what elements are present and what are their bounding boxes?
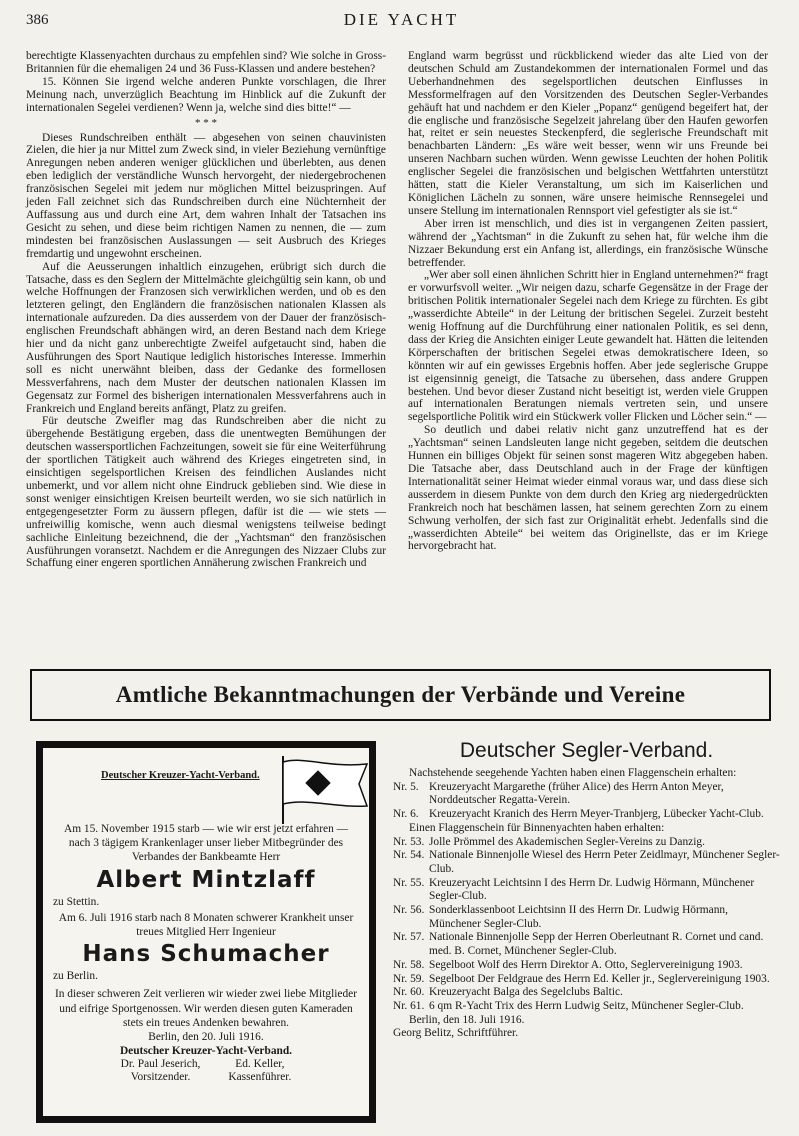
paragraph: England warm begrüsst und rückblickend wieder das alte Lied von der deutschen Schuld am Zustandekommen der internationalen Formel und das Ueberhandnehmen des segelsportlichen deutschen Einflusses in Messformelfragen auf den Vorsitzenden des Deutschen Segler-Verbandes gehäuft hat und nachdem er den Kieler „Popanz“ genügend begeifert hat, der die englische und französische Segelzeit jahrelang über den Haufen geworfen hat, reitet er sein neuestes Steckenpferd, die seglerische Freundschaft mit benachbarten Ländern: „Es wäre weit besser, wenn wir uns Freunde bei unseren Nachbarn suchen würden. Wenn gewisse Leuchten der hohen Politik englischer Segelei die französischen und belgischen Wettfahrten unterstützt hätten, statt die Kieler Veranstaltung, um sich im Kaiserlichen und Königlichen Lächeln zu sonnen, wäre unsere heimische Rennsegelei und unsere Stellung im internationalen Rennsport viel gefestigter als sie ist.“	[408, 50, 768, 217]
list-item	[393, 973, 780, 987]
deceased-name: Hans Schumacher	[82, 941, 330, 968]
entry-number: Nr. 6.	[393, 808, 419, 821]
entry-number: Nr. 56.	[393, 904, 425, 917]
section-banner: Amtliche Bekanntmachungen der Verbände und Vereine	[30, 669, 771, 721]
signer-role: Kassenführer.	[228, 1071, 292, 1084]
entry-text: Kreuzeryacht Balga des Segelclubs Baltic.	[429, 986, 623, 999]
signer-name: Dr. Paul Jeserich,	[120, 1058, 201, 1071]
page-header	[26, 6, 777, 32]
paragraph: Für deutsche Zweifler mag das Rundschreiben aber die nicht zu übergehende Bestätigung ergeben, dass die unentwegten Bemühungen der deutschen wassersportlichen Fachzeitungen, soweit sie für eine Weiterführung der sportlichen Tätigkeit auch während des Krieges eingetreten sind, in einsichtigen segelsportlichen Kreisen des feindlichen Auslandes nicht unbemerkt, und vor allem nicht ohne Eindruck geblieben sind. Wie diese in sonst weniger einsichtigen Kreisen beurteilt werden, wo sie sich natürlich in entgegengesetzter Form zu äussern pflegen, dafür ist die — wie stets — unfreiwillig komische, wenn auch diesmal wenigstens teilweise bedingt sachliche Einleitung bezeichnend, die der „Yachtsman“ den französischen Ausführungen voransetzt. Nachdem er die Anregungen des Nizzaer Clubs zur Schaffung einer engeren sportlichen Annäherung zwischen Frankreich und	[26, 415, 386, 570]
entries-seagoing	[393, 781, 780, 822]
entry-text: Jolle Prömmel des Akademischen Segler-Vereins zu Danzig.	[429, 835, 705, 848]
list-item	[393, 904, 780, 931]
notice-heading: Deutscher Kreuzer-Yacht-Verband.	[101, 770, 260, 781]
dsv-date: Berlin, den 18. Juli 1916.	[409, 1013, 525, 1026]
entry-text: Segelboot Der Feldgraue des Herrn Ed. Keller jr., Seglervereinigung 1903.	[429, 972, 770, 985]
dsv-title: Deutscher Segler-Verband.	[459, 739, 714, 762]
entry-number: Nr. 54.	[393, 849, 425, 862]
list-item	[393, 986, 780, 1000]
entry-text: 6 qm R-Yacht Trix des Herrn Ludwig Seitz, Münchener Segler-Club.	[429, 999, 744, 1012]
entry-text: Segelboot Wolf des Herrn Direktor A. Otto, Seglervereinigung 1903.	[429, 958, 743, 971]
right-column	[408, 50, 768, 553]
list-item	[393, 931, 780, 958]
paragraph: berechtigte Klassenyachten durchaus zu empfehlen sind? Wie solche in Gross-Britannien für die ehemaligen 24 und 36 Fuss-Klassen und andere bestehen?	[26, 50, 386, 75]
entry-number: Nr. 55.	[393, 876, 425, 889]
notice-signers	[53, 1058, 359, 1084]
pennant-flag-icon	[275, 754, 371, 826]
left-column	[26, 50, 386, 570]
notice-text: Am 15. November 1915 starb — wie wir erst jetzt erfahren — nach 3 tägigem Krankenlager unser lieber Mitbegründer des Verbandes der Bankbeamte Herr	[63, 823, 349, 864]
dsv-intro: Einen Flaggenschein für Binnenyachten haben erhalten:	[409, 821, 665, 834]
dsv-intro: Nachstehende seegehende Yachten haben einen Flaggenschein erhalten:	[409, 767, 737, 779]
entry-text: Nationale Binnenjolle Sepp der Herren Oberleutnant R. Cornet und cand. med. B. Cornet, Münchener Segler-Club.	[429, 931, 764, 958]
notice-text: Am 6. Juli 1916 starb nach 8 Monaten schwerer Krankheit unser treues Mitglied Herr Ingenieur	[58, 911, 354, 939]
signer-name: Ed. Keller,	[235, 1058, 285, 1071]
list-item	[393, 849, 780, 876]
list-item	[393, 959, 780, 973]
paragraph: So deutlich und dabei relativ nicht ganz unzutreffend hat es der „Yachtsman“ seinen Landsleuten lange nicht gegeben, seitdem die deutschen Hunnen ein billiges Objekt für seinen sonst mageren Witz abgegeben haben. Die Tatsache aber, dass Deutschland auch in der Frage der künftigen Internationalität seiner Heimat wieder einmal voraus war, und dass diese sich ausserdem in diesem Punkte von dem durch den Krieg arg niedergedrückten Frankreich noch hat beschämen lassen, hat seinem gerechten Zorn zu einem Schwung verholfen, der sich fast zur Originalität erhebt. Jedenfalls sind die „wasserdichten Abteile“ bei weitem das Originellste, das er im Kriege hervorgebracht hat.	[408, 424, 768, 553]
paragraph: Dieses Rundschreiben enthält — abgesehen von seinen chauvinisten Zielen, die hier ja nur Mittel zum Zweck sind, in vieler Beziehung vernünftige Anregungen neben anderen weniger glücklichen und überlebten, aus denen eben lediglich der verständliche Wunsch hervorgeht, der niedergebrochenen französischen Segelei mit jedem nur möglichen Mittel beizuspringen. Auf jeden Fall zeichnet sich das Rundschreiben durch eine Nüchternheit der Auffassung aus und durch eine Art, dem wahren Inhalt der Tatsachen ins Gesicht zu sehen, und diese beim richtigen Namen zu nennen, die — zum mindesten bei französischen Auslassungen — seit Ausbruch des Krieges fremdartig und ungewohnt erscheinen.	[26, 131, 386, 260]
notice-place: zu Berlin.	[53, 970, 98, 983]
obituary-notice	[36, 741, 376, 1123]
paragraph: Aber irren ist menschlich, und dies ist in vergangenen Zeiten passiert, während der „Yachtsman“ in die Zukunft zu sehen hat, für welche ihm die Nizzaer Bekundung erst ein Anfang ist, allerdings, ein französische Wünsche betreffender.	[408, 217, 768, 269]
entry-text: Kreuzeryacht Leichtsinn I des Herrn Dr. Ludwig Hörmann, Münchener Segler-Club.	[429, 876, 755, 903]
notice-date: Berlin, den 20. Juli 1916.	[148, 1031, 264, 1044]
running-title: DIE YACHT	[343, 10, 460, 29]
paragraph: „Wer aber soll einen ähnlichen Schritt hier in England unternehmen?“ fragt er vorwurfsvoll weiter. „Wir neigen dazu, scharfe Gegensätze in der Frage der britischen Politik internationaler Segelei nach dem Kriege zu fürchten. Es gibt „wasserdichte Abteile“ in der Leitung der britischen Segelei. Zurzeit besteht wenig Hoffnung auf die Durchführung einer nationalen Politik, es sei denn, dass der Krieg die Ansichten einiger Leute gewandelt hat. Hätten die leitenden Körperschaften der britischen Segelei etwas demokratischere Ideen, so könnten wir auf ein gewisses Ergebnis hoffen. Aber jede seglerische Gruppe ist eigensinnig geneigt, die Tatsache zu übersehen, dass andere Gruppen bestehen. Und bevor dieser Zustand nicht beseitigt ist, werden viele Gruppen auf internationalen Beratungen niemals vertreten sein, und unsere segelsportliche Politik wird ein Stückwerk voller Flicken und Löcher sein.“ —	[408, 269, 768, 424]
notice-body	[53, 822, 359, 1084]
paragraph: 15. Können Sie irgend welche anderen Punkte vorschlagen, die Ihrer Meinung nach, unverzüglich Beachtung im Hinblick auf die Zukunft der internationalen Segelei verdienen? Wenn ja, welche sind dies bitte!“ —	[26, 75, 386, 114]
entry-text: Nationale Binnenjolle Wiesel des Herrn Peter Zeidlmayr, Münchener Segler-Club.	[429, 849, 780, 875]
deceased-name: Albert Mintzlaff	[96, 866, 316, 893]
signer	[228, 1058, 291, 1084]
entry-number: Nr. 60.	[393, 986, 425, 999]
entry-number: Nr. 58.	[393, 958, 425, 971]
dsv-signature: Georg Belitz, Schriftführer.	[393, 1027, 519, 1040]
entry-text: Kreuzeryacht Margarethe (früher Alice) des Herrn Anton Meyer, Norddeutscher Regatta-Verein.	[429, 780, 724, 807]
notice-place: zu Stettin.	[53, 895, 100, 908]
entry-number: Nr. 5.	[393, 780, 419, 793]
signer-role: Vorsitzender.	[130, 1071, 191, 1084]
list-item	[393, 836, 780, 850]
notice-text: In dieser schweren Zeit verlieren wir wieder zwei liebe Mitglieder und eifrige Sportgenossen. Wir werden diesen guten Kameraden stets ein treues Andenken bewahren.	[54, 988, 358, 1029]
signer	[121, 1058, 201, 1084]
entry-number: Nr. 59.	[393, 972, 425, 985]
entry-text: Sonderklassenboot Leichtsinn II des Herrn Dr. Ludwig Hörmann, Münchener Segler-Club.	[429, 904, 728, 930]
section-separator: * * *	[195, 116, 217, 129]
entry-text: Kreuzeryacht Kranich des Herrn Meyer-Tranbjerg, Lübecker Yacht-Club.	[429, 808, 764, 821]
notice-signature: Deutscher Kreuzer-Yacht-Verband.	[119, 1045, 293, 1058]
entry-number: Nr. 53.	[393, 835, 425, 848]
list-item	[393, 877, 780, 904]
page-number: 386	[26, 12, 49, 28]
paragraph: Auf die Aeusserungen inhaltlich einzugehen, erübrigt sich durch die Tatsache, dass es den Seglern der Mittelmächte gleichgültig sein kann, ob und welche Hoffnungen der Franzosen sich verwirklichen werden, und ob es den letzteren gelingt, den Engländern die französischen nationalen Klassen als internationale aufzureden. Da dies ausserdem von der Dauer der französisch-englischen Freundschaft abhängen wird, an deren Bestand nach dem Kriege hier und da nicht ganz unberechtigte Zweifel aufgetaucht sind, haben die Ausführungen des Sport Nautique lediglich historisches Interesse. Immerhin soll es nicht unerwähnt bleiben, dass der Gedanke des formellosen Messverfahrens, nach dem Muster der deutschen nationalen Klassen im Gegensatz zur Formel des bisherigen internationalen Messverfahrens auch in Frankreich und England bereits anfängt, Platz zu greifen.	[26, 260, 386, 415]
entry-number: Nr. 61.	[393, 999, 425, 1012]
entries-inland	[393, 836, 780, 1014]
list-item	[393, 808, 780, 822]
dsv-announcement	[393, 737, 780, 1041]
list-item	[393, 1000, 780, 1014]
entry-number: Nr. 57.	[393, 931, 425, 944]
list-item	[393, 781, 780, 808]
article-columns	[26, 50, 778, 660]
